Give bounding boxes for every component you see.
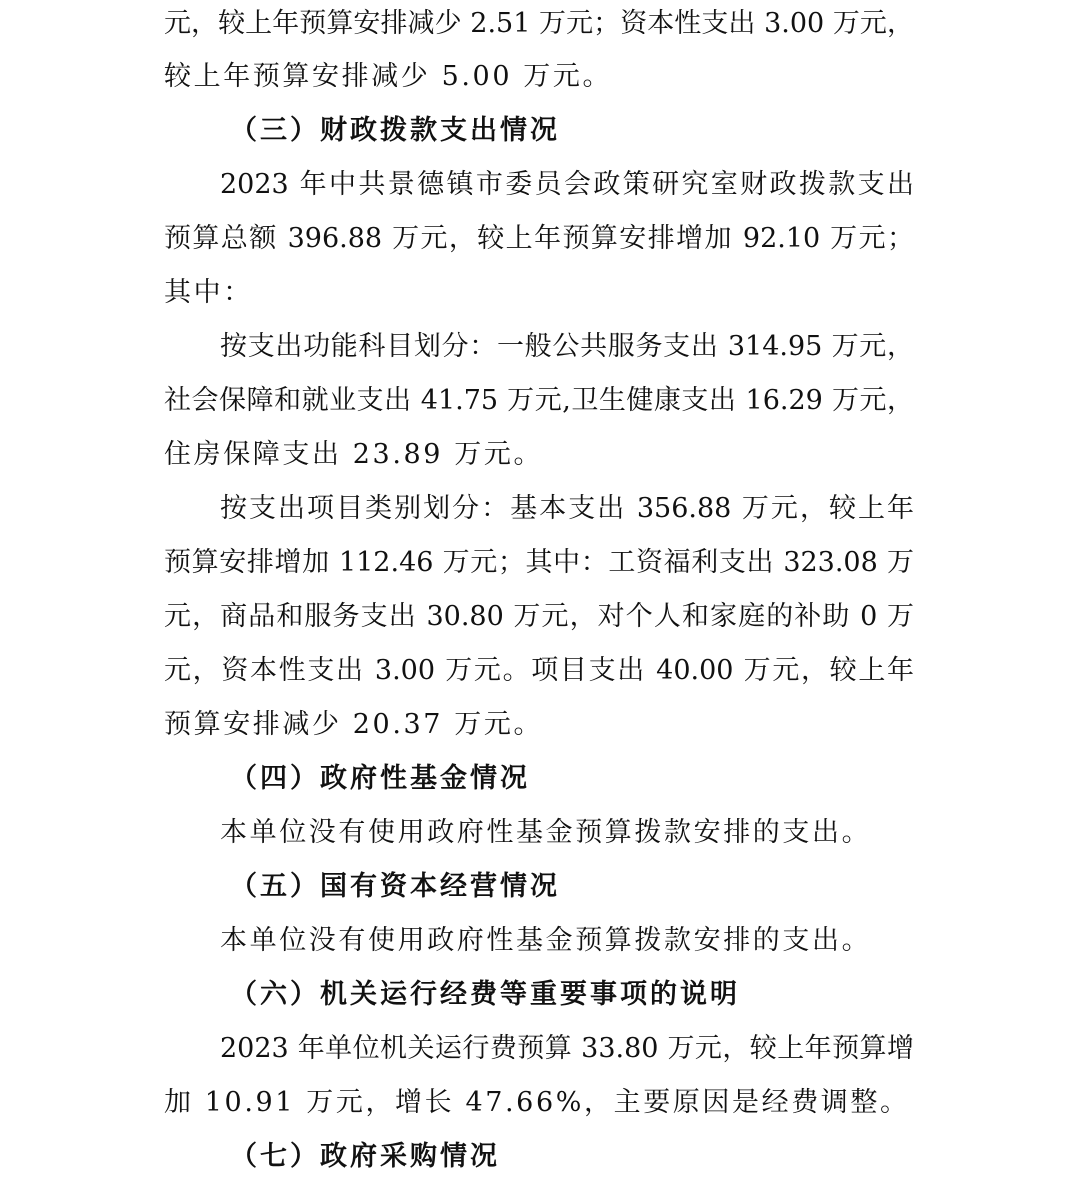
text-line-7: 按支出功能科目划分：一般公共服务支出 314.95 万元， xyxy=(220,331,914,362)
text-line-1: 元，较上年预算安排减少 2.51 万元；资本性支出 3.00 万元， xyxy=(164,8,914,39)
text-line-14: 预算安排减少 20.37 万元。 xyxy=(164,709,544,740)
section-heading-6: （六）机关运行经费等重要事项的说明 xyxy=(230,979,740,1010)
text-line-12: 元，商品和服务支出 30.80 万元，对个人和家庭的补助 0 万 xyxy=(164,601,914,632)
text-line-11: 预算安排增加 112.46 万元；其中：工资福利支出 323.08 万 xyxy=(164,547,914,578)
text-line-4: 2023 年中共景德镇市委员会政策研究室财政拨款支出 xyxy=(220,169,914,200)
text-line-6: 其中： xyxy=(164,277,253,308)
section-heading-4: （四）政府性基金情况 xyxy=(230,763,530,794)
text-line-21: 加 10.91 万元，增长 47.66%，主要原因是经费调整。 xyxy=(164,1087,910,1118)
section-heading-5: （五）国有资本经营情况 xyxy=(230,871,560,902)
text-line-13: 元，资本性支出 3.00 万元。项目支出 40.00 万元，较上年 xyxy=(164,655,914,686)
text-line-9: 住房保障支出 23.89 万元。 xyxy=(164,439,544,470)
section-heading-3: （三）财政拨款支出情况 xyxy=(230,115,560,146)
section-heading-7: （七）政府采购情况 xyxy=(230,1141,500,1172)
text-line-2: 较上年预算安排减少 5.00 万元。 xyxy=(164,61,613,92)
text-line-10: 按支出项目类别划分：基本支出 356.88 万元，较上年 xyxy=(220,493,914,524)
text-line-20: 2023 年单位机关运行费预算 33.80 万元，较上年预算增 xyxy=(220,1033,914,1064)
text-line-5: 预算总额 396.88 万元，较上年预算安排增加 92.10 万元； xyxy=(164,223,914,254)
text-line-18: 本单位没有使用政府性基金预算拨款安排的支出。 xyxy=(220,925,872,956)
text-line-16: 本单位没有使用政府性基金预算拨款安排的支出。 xyxy=(220,817,872,848)
text-line-8: 社会保障和就业支出 41.75 万元,卫生健康支出 16.29 万元， xyxy=(164,385,914,416)
